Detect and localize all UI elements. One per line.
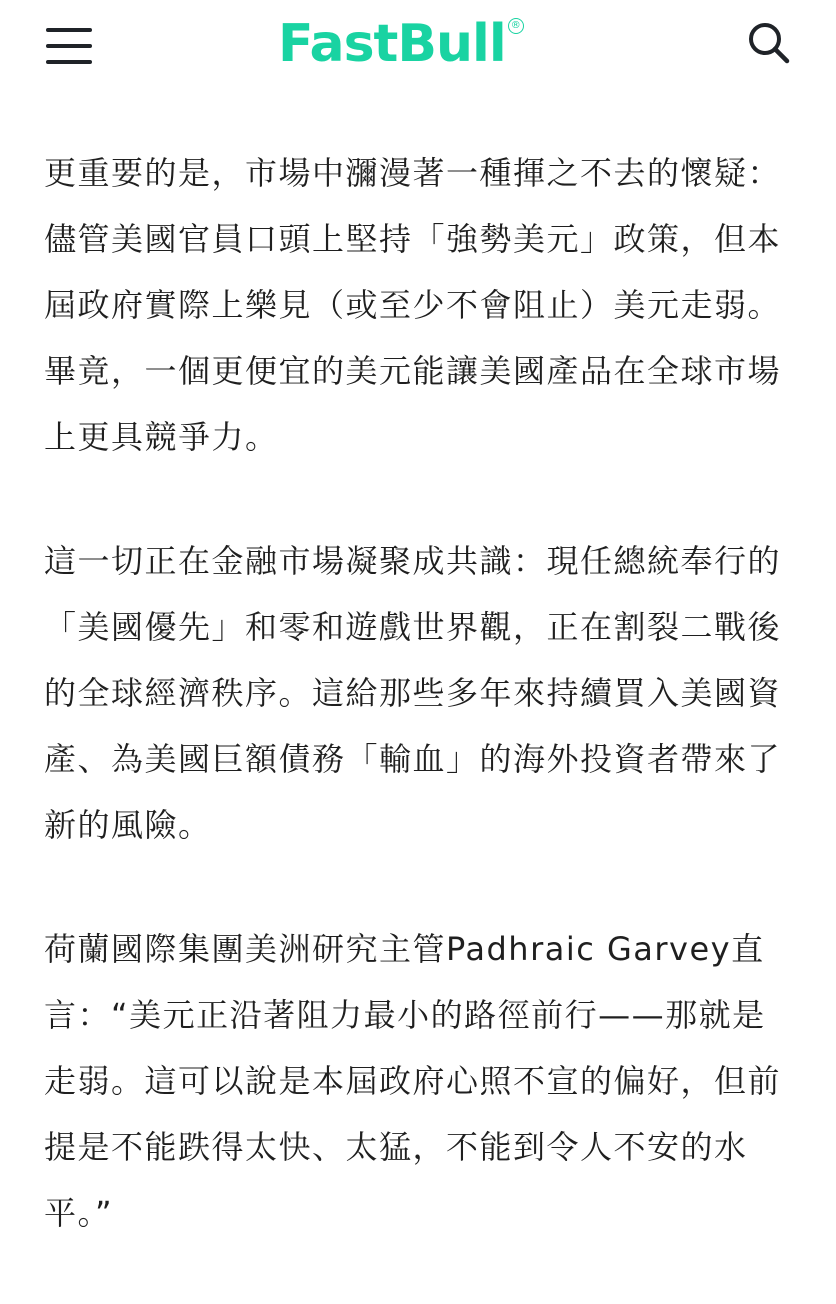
article-paragraph: 更重要的是，市場中瀰漫著一種揮之不去的懷疑：儘管美國官員口頭上堅持「強勢美元」政策，但本屆政府實際上樂見（或至少不會阻止）美元走弱。畢竟，一個更便宜的美元能讓美國產品在全球市場上更具競爭力。 xyxy=(44,154,782,456)
registered-mark: ® xyxy=(508,18,524,34)
menu-line xyxy=(46,60,92,64)
search-icon[interactable] xyxy=(744,18,792,66)
menu-line xyxy=(46,44,92,48)
hamburger-menu-icon[interactable] xyxy=(44,24,94,68)
top-header xyxy=(0,0,836,92)
logo-text: FastBull xyxy=(278,14,506,74)
article-paragraph: 荷蘭國際集團美洲研究主管Padhraic Garvey直言：“美元正沿著阻力最小的路徑前行——那就是走弱。這可以說是本屆政府心照不宣的偏好，但前提是不能跌得太快、太猛，不能到令人不安的水平。” xyxy=(44,930,782,1232)
article-body xyxy=(44,140,796,1304)
fastbull-logo[interactable] xyxy=(278,12,524,76)
article-paragraph: 這一切正在金融市場凝聚成共識：現任總統奉行的「美國優先」和零和遊戲世界觀，正在割裂二戰後的全球經濟秩序。這給那些多年來持續買入美國資產、為美國巨額債務「輸血」的海外投資者帶來了新的風險。 xyxy=(44,542,782,844)
menu-line xyxy=(46,28,92,32)
